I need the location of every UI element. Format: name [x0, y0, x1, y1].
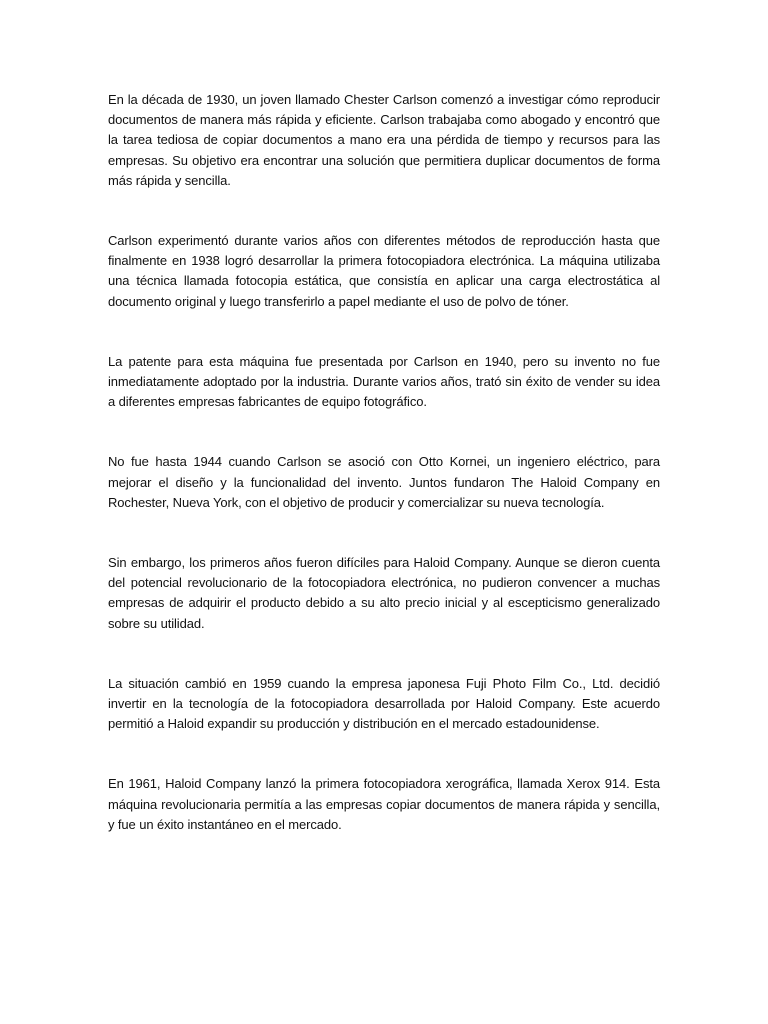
paragraph-6: La situación cambió en 1959 cuando la empresa japonesa Fuji Photo Film Co., Ltd. decidió invertir en la tecnología de la fotocopiadora desarrollada por Haloid Company. Este acuerdo permitió a Haloid expandir su producción y distribución en el mercado estadounidense.: [108, 675, 660, 732]
document-body: [108, 90, 660, 875]
paragraph-7: En 1961, Haloid Company lanzó la primera fotocopiadora xerográfica, llamada Xerox 914. Esta máquina revolucionaria permitía a las empresas copiar documentos de manera rápida y sencilla, y fue un éxito instantáneo en el mercado.: [108, 776, 660, 832]
paragraph-5: Sin embargo, los primeros años fueron difíciles para Haloid Company. Aunque se dieron cuenta del potencial revolucionario de la fotocopiadora electrónica, no pudieron convencer a muchas empresas de adquirir el producto debido a su alto precio inicial y al escepticismo generalizado sobre su utilidad.: [108, 555, 660, 631]
paragraph-1: En la década de 1930, un joven llamado Chester Carlson comenzó a investigar cómo reproducir documentos de manera más rápida y eficiente. Carlson trabajaba como abogado y encontró que la tarea tediosa de copiar documentos a mano era una pérdida de tiempo y recursos para las empresas. Su objetivo era encontrar una solución que permitiera duplicar documentos de forma más rápida y sencilla.: [108, 92, 660, 188]
paragraph-2: Carlson experimentó durante varios años con diferentes métodos de reproducción hasta que finalmente en 1938 logró desarrollar la primera fotocopiadora electrónica. La máquina utilizaba una técnica llamada fotocopia estática, que consistía en aplicar una carga electrostática al documento original y luego transferirlo a papel mediante el uso de polvo de tóner.: [108, 233, 660, 309]
paragraph-4: No fue hasta 1944 cuando Carlson se asoció con Otto Kornei, un ingeniero eléctrico, para mejorar el diseño y la funcionalidad del invento. Juntos fundaron The Haloid Company en Rochester, Nueva York, con el objetivo de producir y comercializar su nueva tecnología.: [108, 454, 660, 510]
paragraph-3: La patente para esta máquina fue presentada por Carlson en 1940, pero su invento no fue inmediatamente adoptado por la industria. Durante varios años, trató sin éxito de vender su idea a diferentes empresas fabricantes de equipo fotográfico.: [108, 353, 660, 410]
